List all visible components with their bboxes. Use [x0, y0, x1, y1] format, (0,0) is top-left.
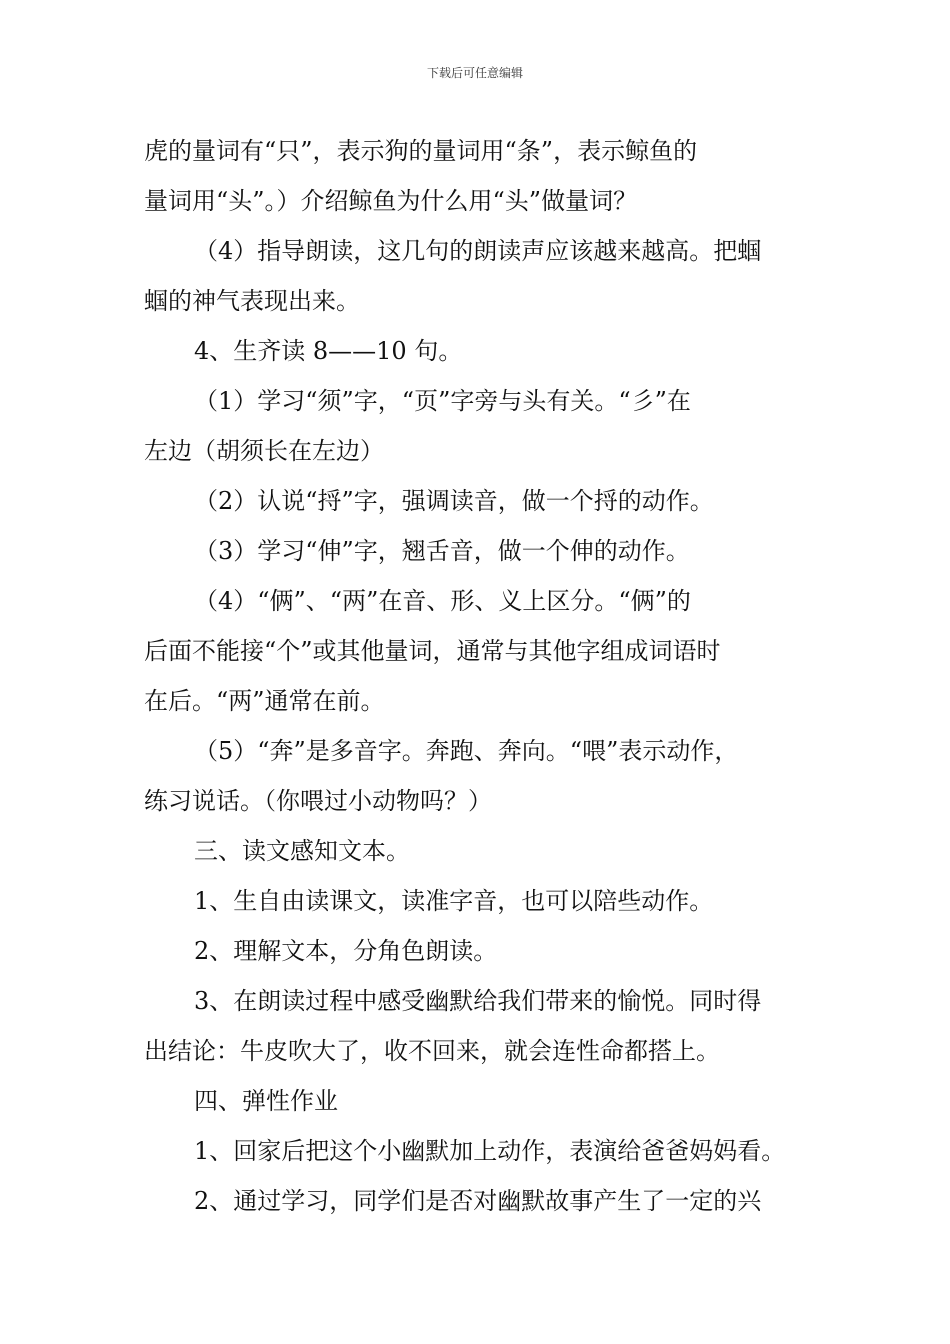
text-line: （4）“俩”、“两”在音、形、义上区分。“俩”的: [194, 587, 691, 615]
text-line: 后面不能接“个”或其他量词，通常与其他字组成词语时: [144, 637, 721, 665]
text-line: 3、在朗读过程中感受幽默给我们带来的愉悦。同时得: [194, 987, 762, 1015]
text-line: 在后。“两”通常在前。: [144, 687, 385, 715]
text-line: （4）指导朗读，这几句的朗读声应该越来越高。把蝈: [194, 237, 762, 265]
text-line: 练习说话。（你喂过小动物吗？）: [144, 787, 492, 815]
text-line: 出结论：牛皮吹大了，收不回来，就会连性命都搭上。: [144, 1037, 720, 1065]
text-line: 量词用“头”。）介绍鲸鱼为什么用“头”做量词？: [144, 187, 638, 215]
text-line: 1、生自由读课文，读准字音，也可以陪些动作。: [194, 887, 714, 915]
text-line: 1、回家后把这个小幽默加上动作，表演给爸爸妈妈看。: [194, 1137, 786, 1165]
text-line: （1）学习“须”字，“页”字旁与头有关。“彡”在: [194, 387, 691, 415]
text-line: 左边（胡须长在左边）: [144, 437, 384, 465]
page-header-note: 下载后可任意编辑: [426, 66, 523, 80]
text-line: 蝈的神气表现出来。: [144, 287, 360, 315]
text-line: （3）学习“伸”字，翘舌音，做一个伸的动作。: [194, 537, 690, 565]
text-line: 四、弹性作业: [194, 1087, 338, 1115]
text-line: 三、读文感知文本。: [194, 837, 410, 865]
text-line: 虎的量词有“只”，表示狗的量词用“条”，表示鲸鱼的: [144, 137, 698, 165]
text-line: （2）认说“捋”字，强调读音，做一个捋的动作。: [194, 487, 714, 515]
text-line: 2、理解文本，分角色朗读。: [194, 937, 498, 965]
text-line: 4、生齐读 8——10 句。: [194, 337, 463, 365]
text-line: 2、通过学习，同学们是否对幽默故事产生了一定的兴: [194, 1187, 762, 1215]
document-body: [144, 126, 824, 1226]
text-line: （5）“奔”是多音字。奔跑、奔向。“喂”表示动作，: [194, 737, 739, 765]
